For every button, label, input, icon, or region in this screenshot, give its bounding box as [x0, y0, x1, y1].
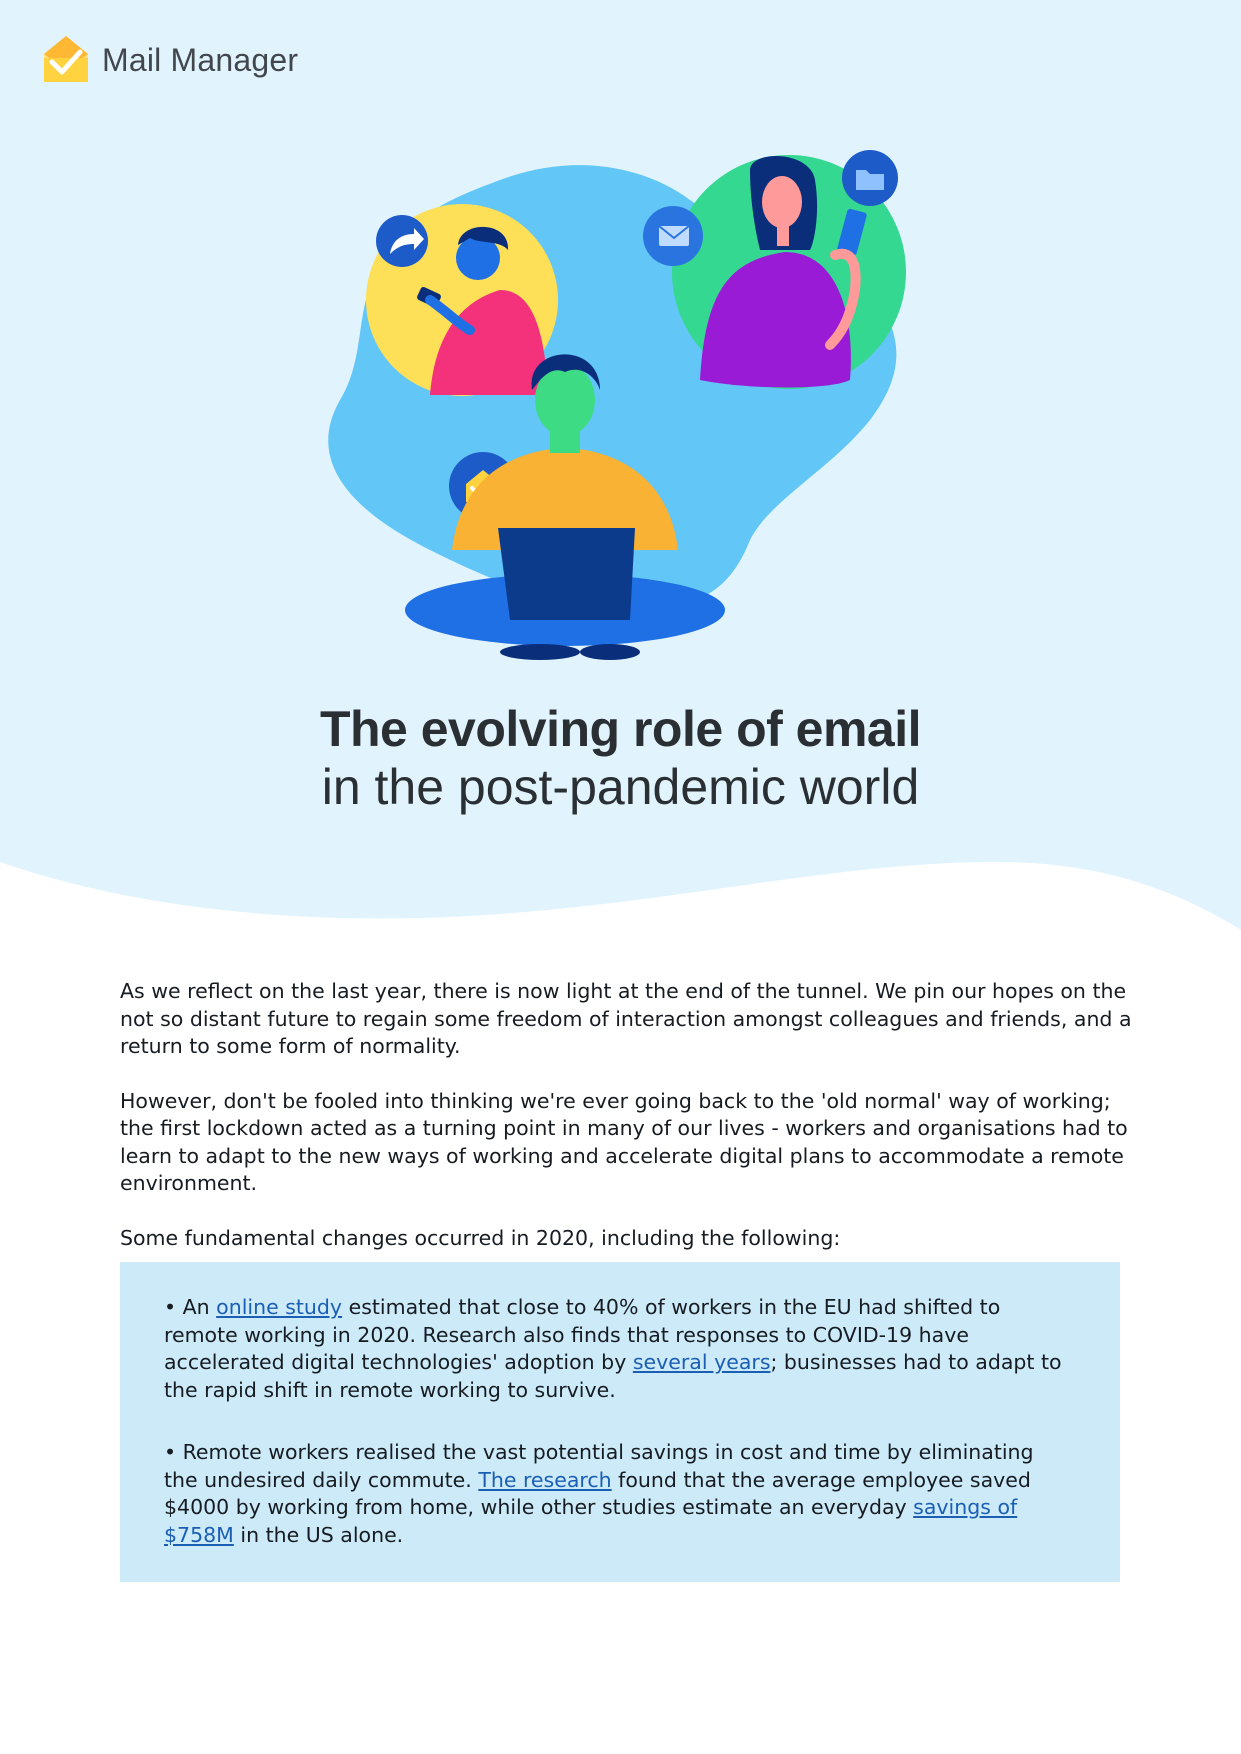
mail-manager-logo-icon	[42, 34, 90, 86]
bullet-2	[164, 1439, 1070, 1549]
title-subtitle: in the post-pandemic world	[321, 759, 920, 815]
intro-paragraph-2: However, don't be fooled into thinking we're ever going back to the 'old normal' way of working; the first lockdown acted as a turning point in many of our lives - workers and organisations had to learn to adapt to the new ways of working and accelerate digital plans to accommodate a remote environment.	[120, 1088, 1128, 1195]
several-years-link[interactable]: several years	[632, 1350, 771, 1374]
brand-name: Mail Manager	[102, 41, 299, 78]
title-main: The evolving role of email	[319, 701, 922, 757]
bullet-2-text-c: in the US alone.	[233, 1522, 404, 1547]
intro-paragraph-1: As we reflect on the last year, there is now light at the end of the tunnel. We pin our hopes on the not so distant future to regain some freedom of interaction amongst colleagues and friends, and a return to some form of normality.	[120, 979, 1132, 1058]
intro-paragraph-3: Some fundamental changes occurred in 2020, including the following:	[120, 1225, 841, 1250]
bullet-1	[164, 1294, 1070, 1404]
bullet-1-text-c: ; businesses had to adapt to the rapid shift in remote working to survive.	[164, 1350, 1062, 1402]
bullet-1-text-b: estimated that close to 40% of workers in the EU had shifted to remote working in 2020. Research also finds that responses to COVID-19 have accelerated digital technologies' adoption by	[164, 1295, 1001, 1374]
page-title	[0, 700, 1241, 816]
bullet-2-text-b: found that the average employee saved $4000 by working from home, while other studies estimate an everyday	[164, 1467, 1031, 1519]
callout-box	[120, 1262, 1120, 1582]
bullet-2-text-a: • Remote workers realised the vast potential savings in cost and time by eliminating the undesired daily commute.	[164, 1440, 1034, 1492]
intro-section	[120, 978, 1140, 1279]
bullet-1-text-a: • An	[164, 1295, 217, 1319]
savings-link[interactable]: savings of $758M	[164, 1495, 1018, 1547]
folder-icon	[842, 150, 898, 206]
share-icon	[376, 215, 428, 267]
email-icon	[643, 206, 703, 266]
online-study-link[interactable]: online study	[216, 1295, 343, 1319]
brand-logo[interactable]	[42, 34, 298, 86]
hero-illustration	[310, 140, 930, 670]
the-research-link[interactable]: The research	[478, 1467, 612, 1492]
